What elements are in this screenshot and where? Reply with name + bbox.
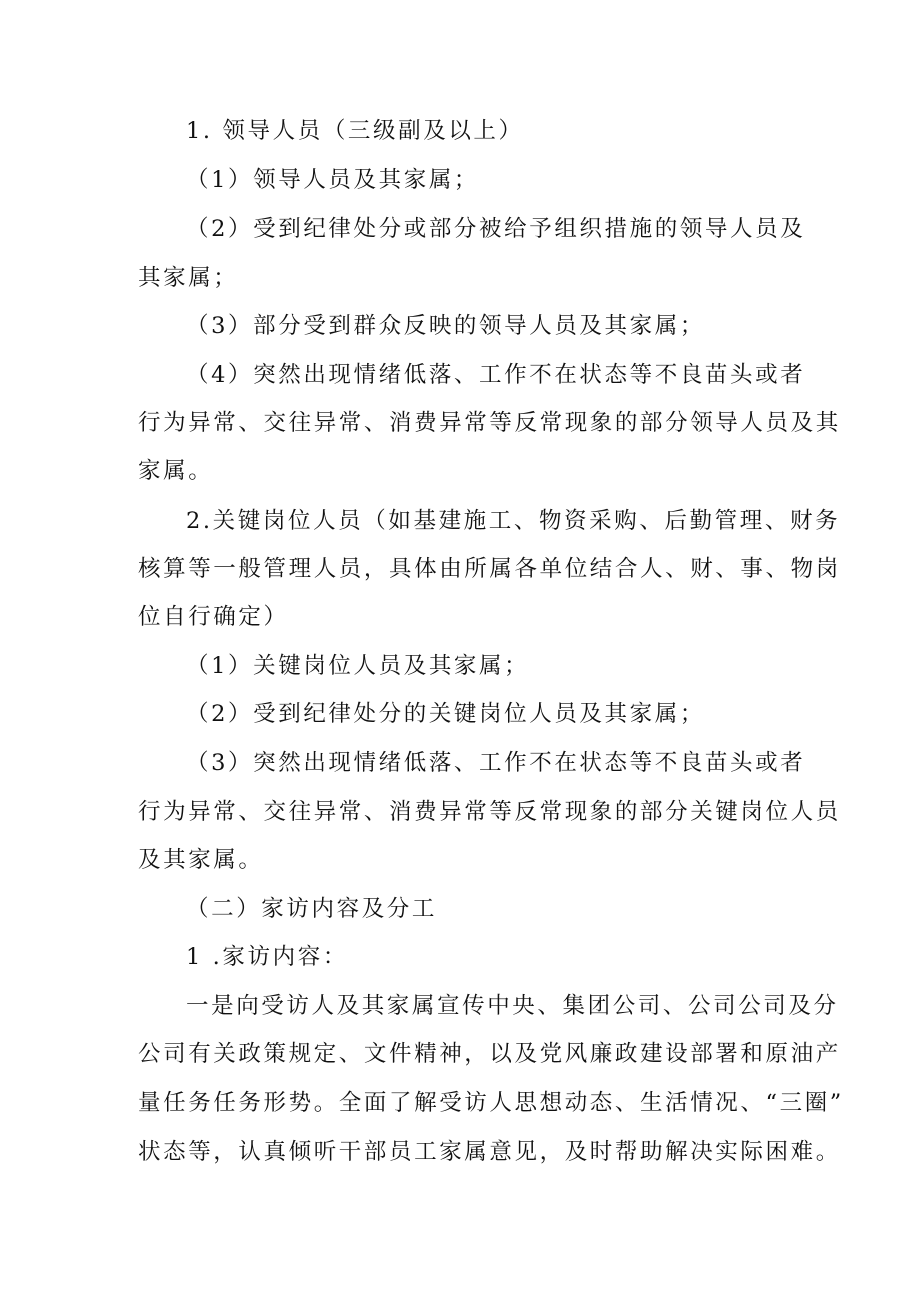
list-item-leaders-4: （4）突然出现情绪低落、工作不在状态等不良苗头或者 <box>186 362 806 388</box>
list-item-leaders-4-cont1: 行为异常、交往异常、消费异常等反常现象的部分领导人员及其 <box>138 410 841 436</box>
list-item-leaders-4-cont2: 家属。 <box>138 458 214 484</box>
list-item-key-posts-1: （1）关键岗位人员及其家属； <box>186 653 530 679</box>
list-item-key-posts-3-cont2: 及其家属。 <box>138 847 264 873</box>
list-item-leaders-2-cont: 其家属； <box>138 265 239 291</box>
paragraph-line-2: 公司有关政策规定、文件精神，以及党风廉政建设部署和原油产 <box>138 1041 841 1067</box>
paragraph-line-3: 量任务任务形势。全面了解受访人思想动态、生活情况、“三圈” <box>138 1090 844 1116</box>
section-heading-key-posts-cont1: 核算等一般管理人员，具体由所属各单位结合人、财、事、物岗 <box>138 556 841 582</box>
list-item-key-posts-3: （3）突然出现情绪低落、工作不在状态等不良苗头或者 <box>186 750 806 776</box>
paragraph-line-1: 一是向受访人及其家属宣传中央、集团公司、公司公司及分 <box>186 993 839 1019</box>
list-item-leaders-3: （3）部分受到群众反映的领导人员及其家属； <box>186 313 705 339</box>
list-item-key-posts-2: （2）受到纪律处分的关键岗位人员及其家属； <box>186 701 705 727</box>
section-heading-key-posts-cont2: 位自行确定） <box>138 604 289 630</box>
list-item-leaders-1: （1）领导人员及其家属； <box>186 167 480 193</box>
section-heading-key-posts: 2.关键岗位人员（如基建施工、物资采购、后勤管理、财务 <box>186 508 841 534</box>
section-heading-visit-content: （二）家访内容及分工 <box>186 896 438 922</box>
section-heading-leaders: 1. 领导人员（三级副及以上） <box>186 118 524 144</box>
list-item-leaders-2: （2）受到纪律处分或部分被给予组织措施的领导人员及 <box>186 216 806 242</box>
list-item-key-posts-3-cont1: 行为异常、交往异常、消费异常等反常现象的部分关键岗位人员 <box>138 799 841 825</box>
paragraph-line-4: 状态等，认真倾听干部员工家属意见，及时帮助解决实际困难。 <box>138 1139 841 1165</box>
subheading-visit-content: 1 .家访内容： <box>186 944 348 970</box>
